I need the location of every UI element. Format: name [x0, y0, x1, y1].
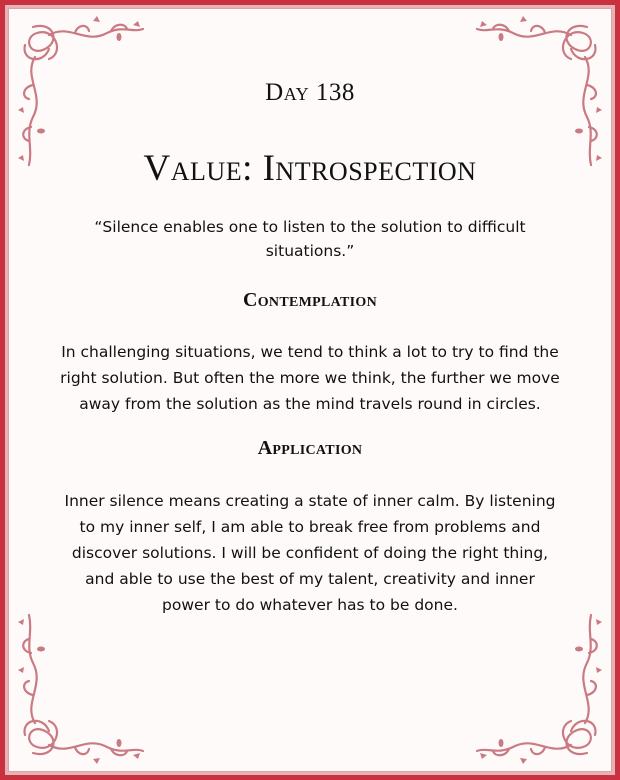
section-text-contemplation: In challenging situations, we tend to think a lot to try to find the right solution. But often the more we think, the further we move away from the solution as the mind travels round in circles.: [60, 343, 560, 413]
day-heading: Day 138: [265, 79, 355, 106]
card: [8, 8, 612, 772]
section-heading-contemplation: Contemplation: [243, 289, 377, 311]
inner-frame: [5, 5, 615, 775]
content: [59, 9, 561, 771]
value-title: Value: Introspection: [143, 148, 477, 189]
section-text-application: Inner silence means creating a state of inner calm. By listening to my inner self, I am able to break free from problems and discover solutions. I will be confident of doing the right thing, and able to use the best of my talent, creativity and inner power to do whatever has to be done.: [64, 492, 556, 614]
section-heading-application: Application: [257, 437, 363, 459]
quote: “Silence enables one to listen to the solution to difficult situations.”: [94, 218, 526, 260]
